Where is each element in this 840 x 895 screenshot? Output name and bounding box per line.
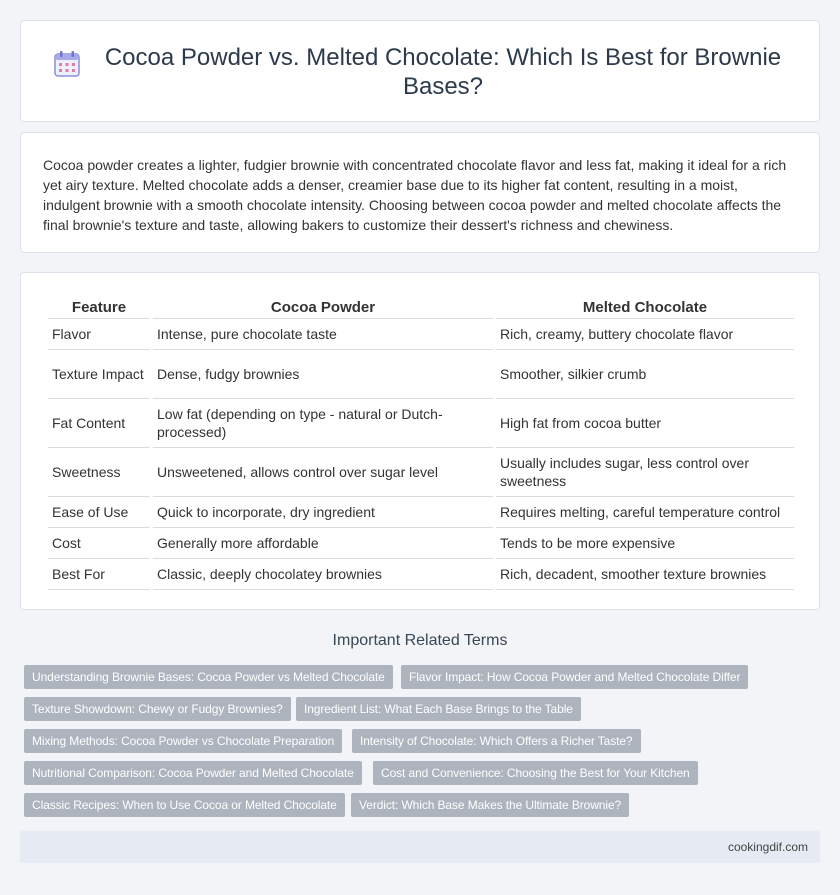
feature-cell: Flavor bbox=[48, 319, 150, 350]
comparison-card bbox=[20, 272, 820, 610]
summary-text: Cocoa powder creates a lighter, fudgier brownie with concentrated chocolate flavor and less fat, making it ideal for a rich yet airy texture. Melted chocolate adds a denser, creamier base due to its higher fat content, resulting in a moist, indulgent brownie with a smooth chocolate intensity. Choosing between cocoa powder and melted chocolate affects the final brownie's texture and taste, allowing bakers to customize their dessert's richness and chewiness. bbox=[43, 157, 787, 233]
cocoa-cell: Quick to incorporate, dry ingredient bbox=[153, 497, 493, 528]
table-row bbox=[48, 528, 794, 559]
related-tag[interactable]: Understanding Brownie Bases: Cocoa Powder vs Melted Chocolate bbox=[24, 665, 393, 689]
table-row bbox=[48, 319, 794, 350]
chocolate-cell: Requires melting, careful temperature control bbox=[496, 497, 794, 528]
cocoa-cell: Low fat (depending on type - natural or Dutch-processed) bbox=[153, 399, 493, 448]
related-tag[interactable]: Ingredient List: What Each Base Brings to the Table bbox=[296, 697, 581, 721]
feature-cell: Ease of Use bbox=[48, 497, 150, 528]
feature-cell: Cost bbox=[48, 528, 150, 559]
table-row bbox=[48, 497, 794, 528]
table-row bbox=[48, 399, 794, 448]
calendar-grid-icon bbox=[52, 49, 82, 79]
page-title: Cocoa Powder vs. Melted Chocolate: Which Is Best for Brownie Bases? bbox=[104, 44, 782, 100]
chocolate-cell: Smoother, silkier crumb bbox=[496, 350, 794, 399]
cocoa-cell: Intense, pure chocolate taste bbox=[153, 319, 493, 350]
header-feature: Feature bbox=[48, 297, 150, 319]
related-tag[interactable]: Flavor Impact: How Cocoa Powder and Melted Chocolate Differ bbox=[401, 665, 748, 689]
cocoa-cell: Classic, deeply chocolatey brownies bbox=[153, 559, 493, 590]
header-card bbox=[20, 20, 820, 122]
related-terms-title: Important Related Terms bbox=[332, 632, 508, 649]
header-cocoa-powder: Cocoa Powder bbox=[153, 297, 493, 319]
feature-cell: Texture Impact bbox=[48, 350, 150, 399]
related-tag[interactable]: Texture Showdown: Chewy or Fudgy Brownies? bbox=[24, 697, 291, 721]
chocolate-cell: Rich, creamy, buttery chocolate flavor bbox=[496, 319, 794, 350]
chocolate-cell: High fat from cocoa butter bbox=[496, 399, 794, 448]
table-header-row bbox=[48, 297, 794, 319]
feature-cell: Sweetness bbox=[48, 448, 150, 497]
related-tag[interactable]: Intensity of Chocolate: Which Offers a Richer Taste? bbox=[352, 729, 641, 753]
feature-cell: Fat Content bbox=[48, 399, 150, 448]
related-tag[interactable]: Nutritional Comparison: Cocoa Powder and Melted Chocolate bbox=[24, 761, 362, 785]
related-tag[interactable]: Cost and Convenience: Choosing the Best for Your Kitchen bbox=[373, 761, 698, 785]
related-tag[interactable]: Mixing Methods: Cocoa Powder vs Chocolate Preparation bbox=[24, 729, 342, 753]
table-row bbox=[48, 448, 794, 497]
chocolate-cell: Tends to be more expensive bbox=[496, 528, 794, 559]
related-tag[interactable]: Classic Recipes: When to Use Cocoa or Melted Chocolate bbox=[24, 793, 345, 817]
feature-cell: Best For bbox=[48, 559, 150, 590]
cocoa-cell: Unsweetened, allows control over sugar level bbox=[153, 448, 493, 497]
table-row bbox=[48, 350, 794, 399]
comparison-table bbox=[45, 297, 797, 590]
header-melted-chocolate: Melted Chocolate bbox=[496, 297, 794, 319]
related-tag[interactable]: Verdict: Which Base Makes the Ultimate Brownie? bbox=[351, 793, 629, 817]
cocoa-cell: Generally more affordable bbox=[153, 528, 493, 559]
chocolate-cell: Rich, decadent, smoother texture brownies bbox=[496, 559, 794, 590]
summary-card bbox=[20, 132, 820, 253]
table-row bbox=[48, 559, 794, 590]
chocolate-cell: Usually includes sugar, less control over sweetness bbox=[496, 448, 794, 497]
footer-site[interactable]: cookingdif.com bbox=[727, 840, 808, 854]
footer bbox=[20, 831, 820, 863]
cocoa-cell: Dense, fudgy brownies bbox=[153, 350, 493, 399]
